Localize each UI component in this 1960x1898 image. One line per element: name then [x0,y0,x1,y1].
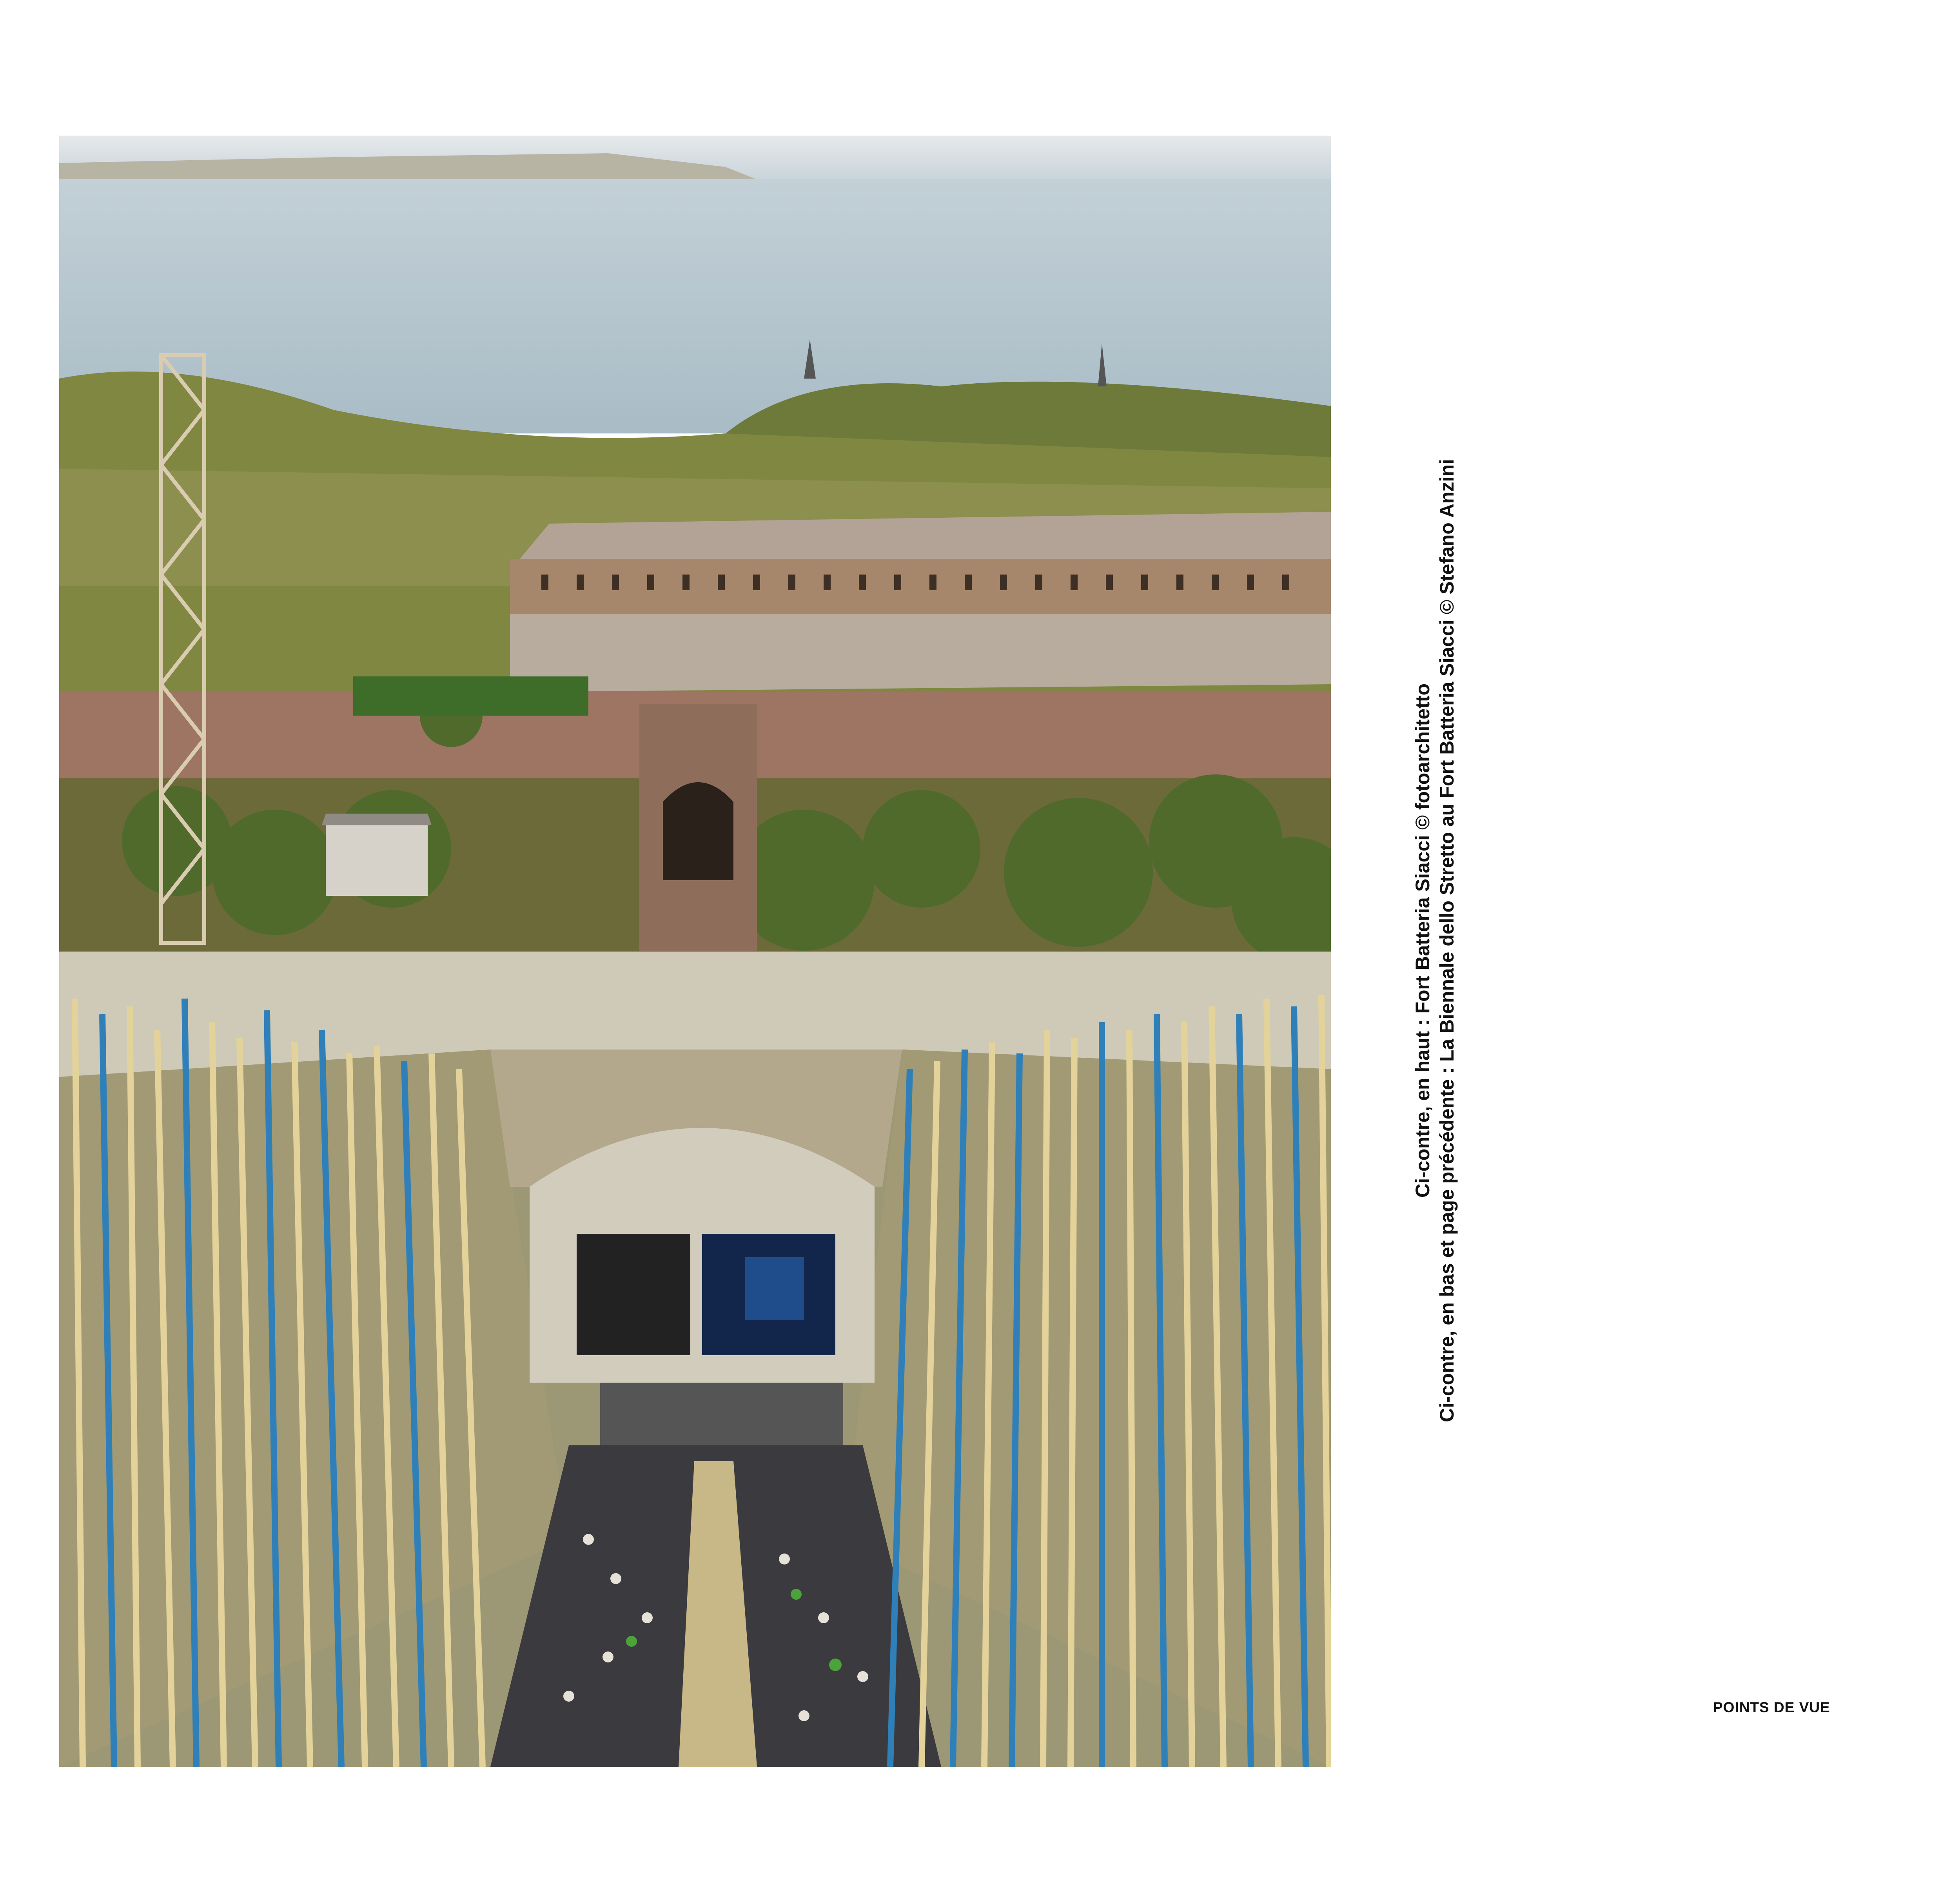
photo-fort-aerial [59,136,1331,952]
caption-line-2: Ci-contre, en bas et page précédente : La Biennale dello Stretto au Fort Batteria Siacci © Stefano Anzini [1436,459,1458,1422]
section-label: POINTS DE VUE [1713,1699,1830,1715]
caption-line-1: Ci-contre, en haut : Fort Batteria Siacci © fotoarchitetto [1412,683,1434,1198]
installation-illustration [59,952,1331,1767]
photo-captions-rotated [1410,98,1459,1783]
photo-captions [1380,98,1490,1783]
fort-aerial-illustration [59,136,1331,952]
photo-installation-audience [59,952,1331,1767]
